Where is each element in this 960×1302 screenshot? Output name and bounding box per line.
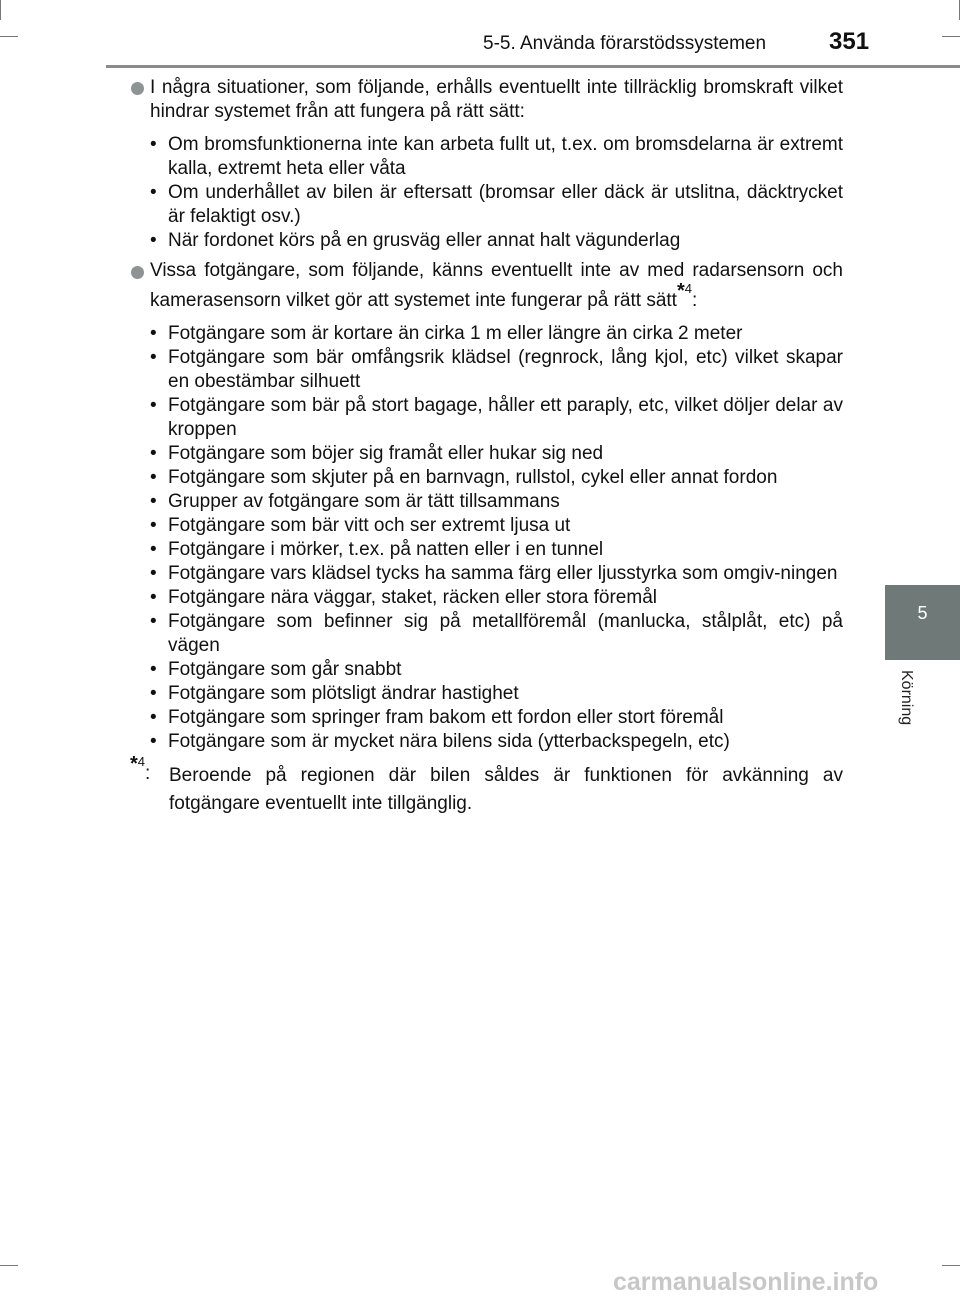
page-number: 351	[829, 28, 870, 55]
footnote	[129, 752, 843, 818]
bullet-icon: •	[150, 230, 157, 251]
crop-mark	[0, 1265, 18, 1266]
bullet-icon: •	[150, 539, 157, 560]
bullet-icon: •	[150, 731, 157, 752]
list-item: • Fotgängare som skjuter på en barnvagn, rullstol, cykel eller annat fordon	[150, 467, 778, 488]
list-item: • Fotgängare som är mycket nära bilens sida (ytterbackspegeln, etc)	[150, 731, 730, 752]
crop-mark	[0, 0, 1, 20]
list-item: • Fotgängare som bär på stort bagage, håller ett paraply, etc, vilket döljer delar av kroppen	[150, 395, 843, 440]
footnote-ref-star: *	[676, 279, 685, 302]
chapter-label: Körning	[898, 670, 915, 726]
page-content	[129, 76, 843, 818]
bullet-icon: •	[150, 395, 157, 416]
list-item: • Fotgängare vars klädsel tycks ha samma färg eller ljusstyrka som omgiv-ningen	[150, 563, 838, 584]
list-item: • Fotgängare nära väggar, staket, räcken eller stora föremål	[150, 587, 657, 608]
list-item: • Fotgängare som plötsligt ändrar hastighet	[150, 683, 519, 704]
section-title: 5-5. Använda förarstödssystemen	[483, 33, 767, 54]
bullet-icon: •	[150, 563, 157, 584]
bullet-icon: •	[150, 683, 157, 704]
bullet-icon: •	[150, 323, 157, 344]
crop-mark	[942, 36, 960, 37]
footnote-marker: $^{*4}$:	[130, 752, 151, 784]
pedestrian-conditions-list	[150, 322, 843, 754]
list-item: • Fotgängare som springer fram bakom ett fordon eller stort föremål	[150, 707, 724, 728]
bullet-icon: •	[150, 587, 157, 608]
bullet-icon: •	[150, 659, 157, 680]
bullet-icon: •	[150, 443, 157, 464]
header-rule	[106, 65, 960, 68]
list-item: • Fotgängare som bär vitt och ser extremt ljusa ut	[150, 515, 571, 536]
list-item: • Fotgängare i mörker, t.ex. på natten eller i en tunnel	[150, 539, 604, 560]
round-bullet-icon	[131, 82, 144, 95]
list-item: • Om underhållet av bilen är eftersatt (bromsar eller däck är utslitna, däcktrycket är felaktigt osv.)	[150, 182, 843, 227]
crop-mark	[942, 1265, 960, 1266]
watermark: carmanualsonline.info	[613, 1268, 879, 1296]
bullet-icon: •	[150, 347, 157, 368]
chapter-number: 5	[917, 603, 928, 623]
bullet-icon: •	[150, 707, 157, 728]
list-item: • Grupper av fotgängare som är tätt tillsammans	[150, 491, 560, 512]
paragraph-text: I några situationer, som följande, erhålls eventuellt inte tillräcklig bromskraft vilket hindrar systemet från att fungera på rätt sätt:	[150, 77, 843, 122]
crop-mark	[0, 36, 18, 37]
paragraph-text: Vissa fotgängare, som följande, känns eventuellt inte av med radarsensorn och kamerasensorn vilket gör att systemet inte fungerar på rätt sätt$^{*4}$:	[150, 260, 843, 311]
chapter-tab	[885, 585, 960, 660]
bullet-icon: •	[150, 515, 157, 536]
footnote-ref-number: 4	[684, 280, 692, 296]
footnote-text: Beroende på regionen där bilen såldes är funktionen för avkänning av fotgängare eventuellt inte tillgänglig.	[169, 765, 843, 814]
bullet-icon: •	[150, 467, 157, 488]
brake-conditions-list	[150, 133, 843, 253]
paragraph-brake-force	[129, 76, 843, 124]
list-item: • Fotgängare som befinner sig på metallföremål (manlucka, stålplåt, etc) på vägen	[150, 611, 843, 656]
list-item: • Fotgängare som går snabbt	[150, 659, 402, 680]
bullet-icon: •	[150, 134, 157, 155]
round-bullet-icon	[131, 266, 144, 279]
bullet-icon: •	[150, 491, 157, 512]
paragraph-pedestrians	[129, 256, 843, 316]
bullet-icon: •	[150, 611, 157, 632]
list-item: • Fotgängare som bär omfångsrik klädsel (regnrock, lång kjol, etc) vilket skapar en obestämbar silhuett	[150, 347, 843, 392]
list-item: • Fotgängare som är kortare än cirka 1 m eller längre än cirka 2 meter	[150, 323, 743, 344]
bullet-icon: •	[150, 182, 157, 203]
list-item: • När fordonet körs på en grusväg eller annat halt vägunderlag	[150, 230, 681, 251]
list-item: • Fotgängare som böjer sig framåt eller hukar sig ned	[150, 443, 604, 464]
list-item: • Om bromsfunktionerna inte kan arbeta fullt ut, t.ex. om bromsdelarna är extremt kalla, extremt heta eller våta	[150, 134, 843, 179]
